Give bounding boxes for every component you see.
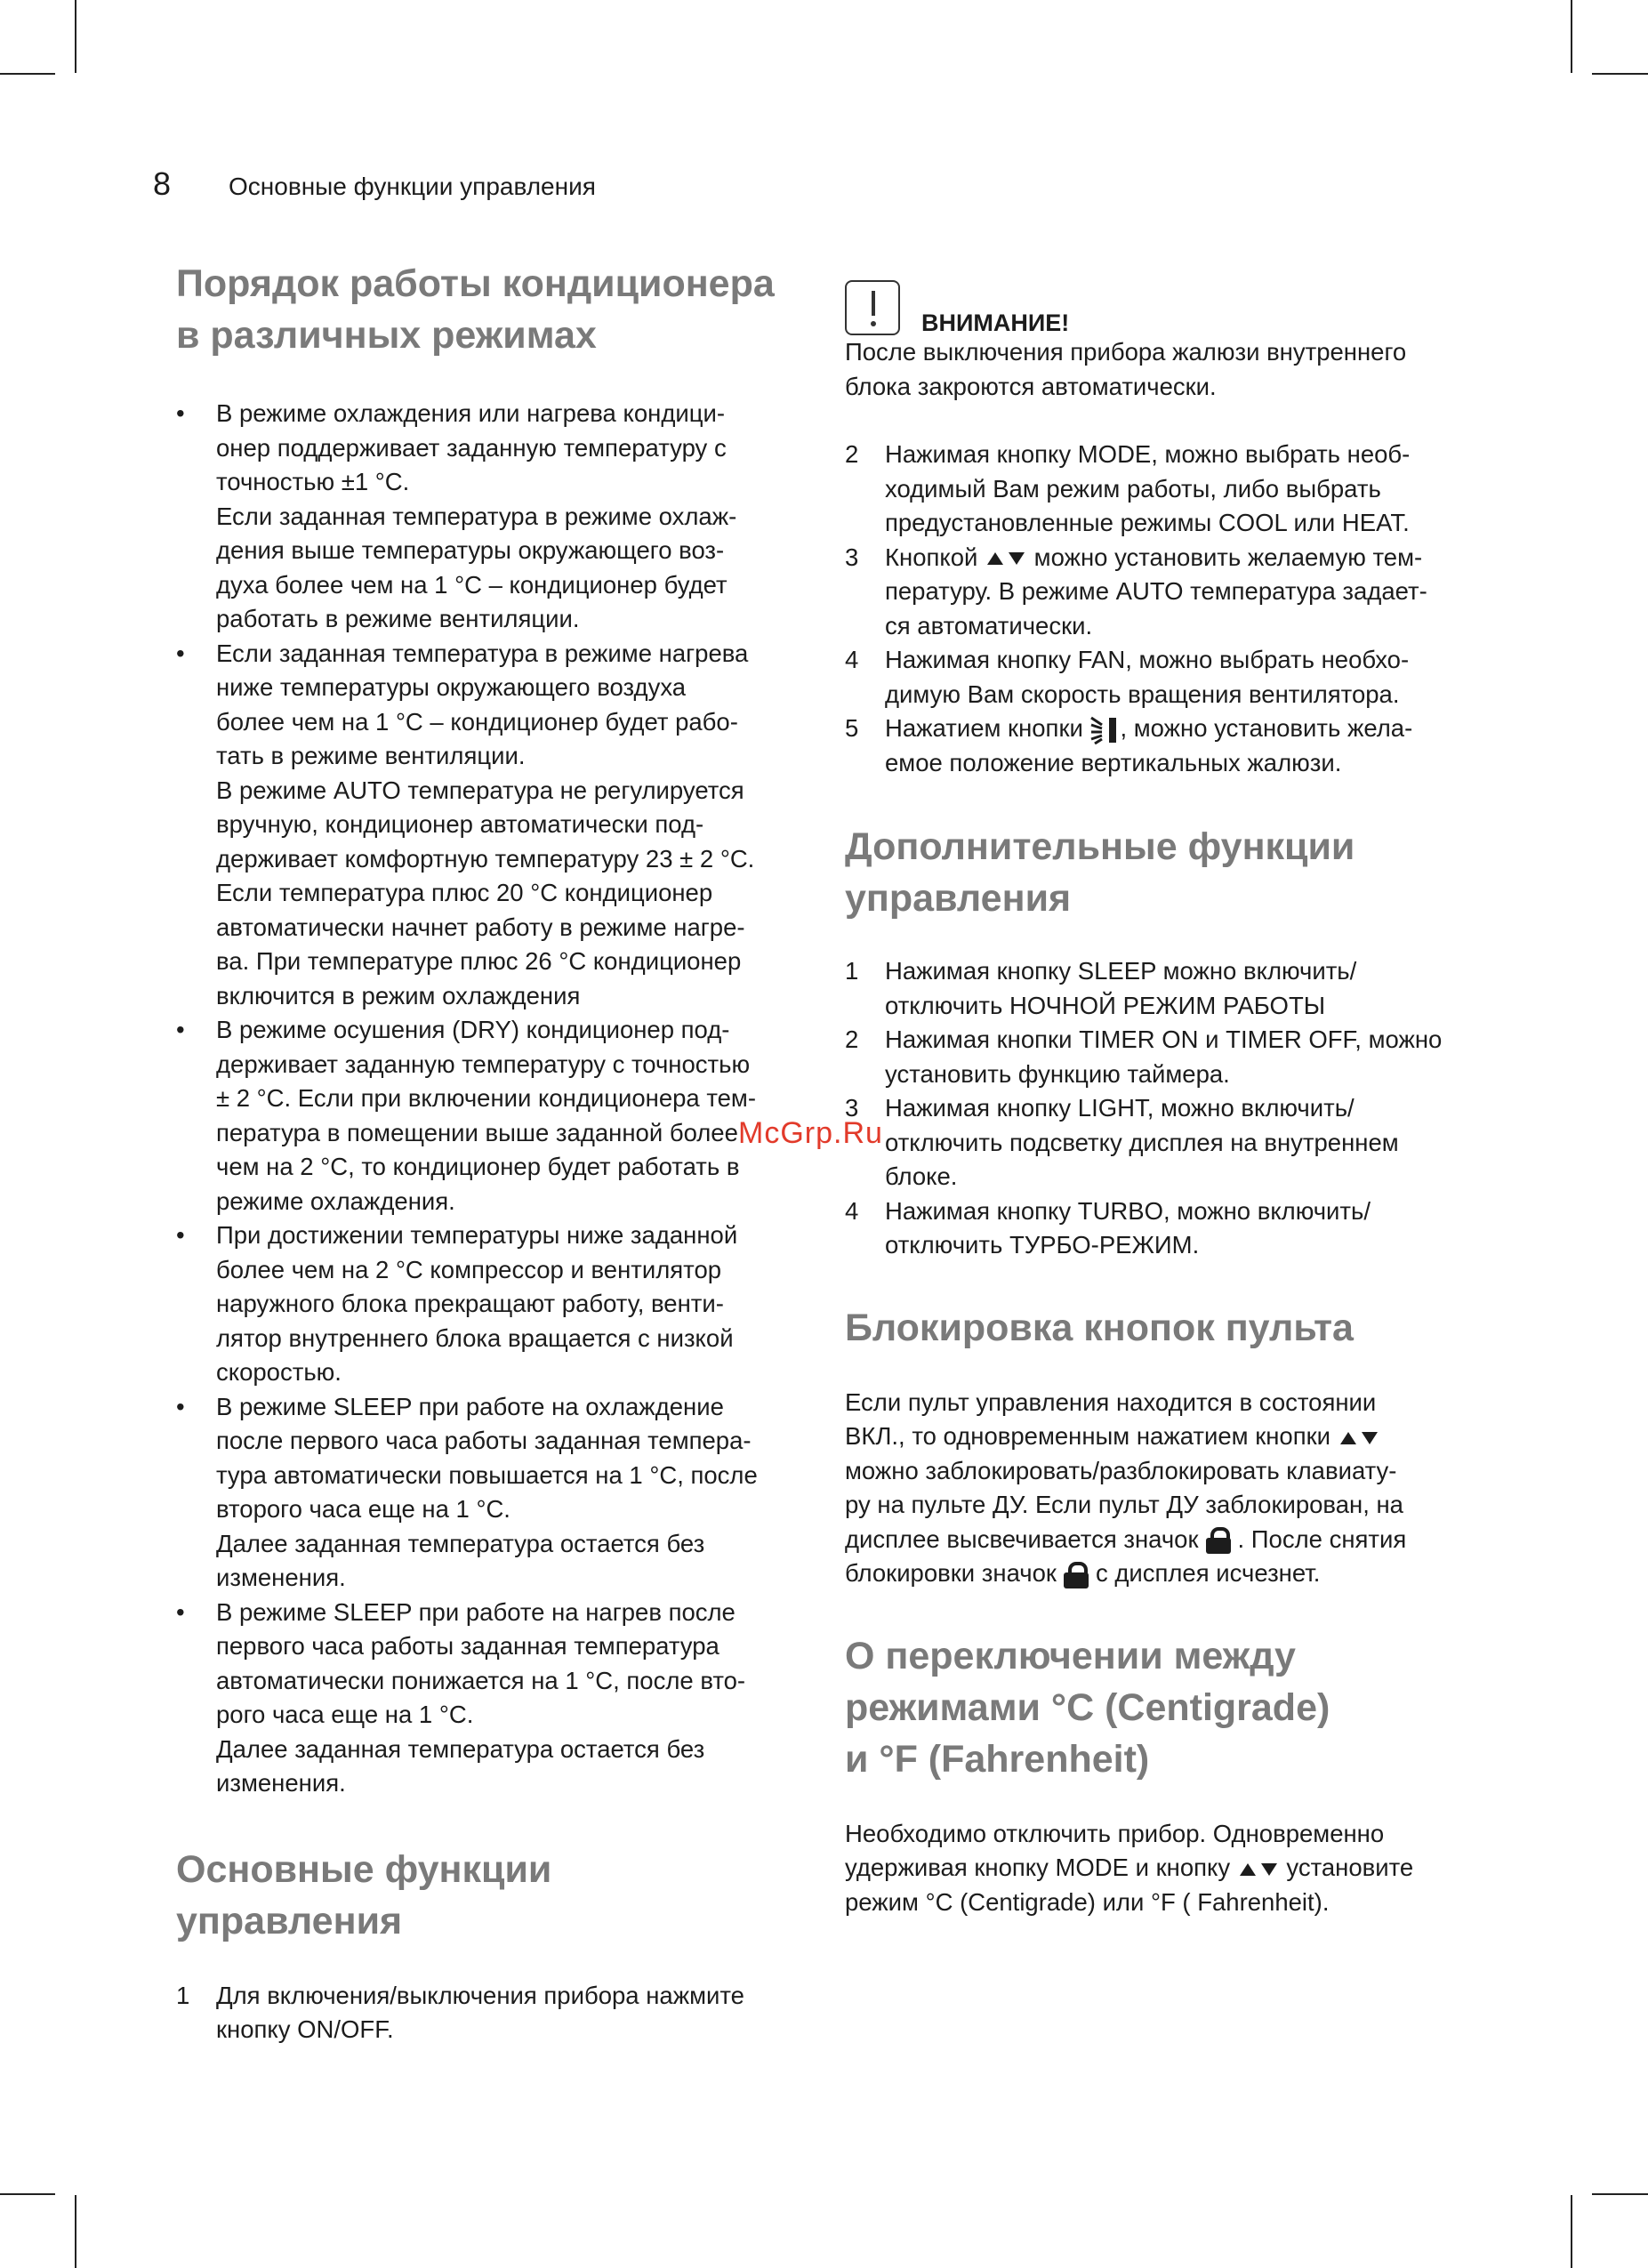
crop-mark [1592,2193,1648,2195]
list-item [176,397,809,637]
item-number: 1 [176,1981,190,2009]
list-item [176,1390,809,1596]
watermark: McGrp.Ru [738,1116,883,1150]
bullet-marker: • [176,639,185,667]
item-text: Нажимая кнопки TIMER ON и TIMER OFF, можно установить функцию таймера. [885,1025,1443,1088]
units-text [845,1817,1478,1920]
arrow-up-icon [1240,1863,1256,1876]
bullet-text: В режиме SLEEP при работе на охлаждение после первого часа работы заданная темпера- тура автоматически повышается на 1 °C, после второго часа еще на 1 °C. Далее заданная температура остается без изменения. [216,1392,758,1591]
text-part: установите режим °C (Centigrade) или °F ( Fahrenheit). [845,1854,1414,1916]
item-text: Нажимая кнопку TURBO, можно включить/ отключить ТУРБО-РЕЖИМ. [885,1196,1371,1259]
item-text: Для включения/выключения прибора нажмите кнопку ON/OFF. [216,1981,744,2043]
bullet-marker: • [176,399,185,427]
crop-mark [1571,0,1572,73]
arrow-down-icon [1261,1863,1277,1876]
list-item [176,1013,809,1218]
item-text [885,712,1478,780]
list-item [176,1596,809,1801]
item-text: Нажимая кнопку LIGHT, можно включить/ отключить подсветку дисплея на внутреннем блоке. [885,1094,1399,1190]
crop-mark [75,2195,76,2268]
modes-bullet-list [176,397,809,1801]
bullet-text: В режиме осушения (DRY) кондиционер под- держивает заданную температуру с точностью ± 2 °C. Если при включении кондиционера тем- пература в помещении выше заданной более чем на 2 °C, то кондиционер будет работать в режиме охлаждения. [216,1016,757,1215]
bullet-marker: • [176,1392,185,1420]
running-title: Основные функции управления [229,173,596,200]
list-item [845,1023,1478,1091]
arrow-down-icon [1009,552,1025,565]
item-text-part: Нажатием кнопки [885,714,1083,742]
list-item [845,438,1478,541]
exclamation-icon [845,280,900,335]
bullet-marker: • [176,1221,185,1249]
bullet-text: В режиме охлаждения или нагрева кондици- онер поддерживает заданную температуру с точностью ±1 °C. Если заданная температура в режиме охлаж- дения выше температуры окружающего воз- духа более чем на 1 °C – кондиционер будет работать в режиме вентиляции. [216,399,737,632]
bullet-text: Если заданная температура в режиме нагрева ниже температуры окружающего воздуха более чем на 1 °C – кондиционер будет рабо- тать в режиме вентиляции. В режиме AUTO температура не регулируется вручную, кондиционер автоматически под- держивает комфортную температуру 23 ± 2 °C. Если температура плюс 20 °C кондиционер автоматически начнет работу в режиме нагре- ва. При температуре плюс 26 °C кондиционер включится в режим охлаждения [216,639,755,1009]
crop-mark [1592,73,1648,75]
section-heading-units: О переключении между режимами °C (Centigrade) и °F (Fahrenheit) [845,1634,1330,1781]
right-column [845,280,1478,1919]
steps-list [845,438,1478,780]
section-heading-modes: Порядок работы кондиционера в различных режимах [176,262,775,357]
lock-icon [1064,1562,1089,1588]
text-part: Необходимо отключить прибор. Одновременно удерживая кнопку MODE и кнопку [845,1819,1385,1881]
list-item [176,1218,809,1390]
item-number: 2 [845,440,859,468]
item-number: 2 [845,1025,859,1053]
item-text-part: Кнопкой [885,543,978,571]
bullet-marker: • [176,1016,185,1043]
item-number: 3 [845,543,859,571]
arrow-down-icon [1362,1432,1378,1444]
section-heading-extra-functions: Дополнительные функции управления [845,825,1355,920]
crop-mark [1571,2195,1572,2268]
lock-icon [1206,1527,1231,1554]
text-part: Если пульт управления находится в состоянии ВКЛ., то одновременным нажатием кнопки [845,1387,1377,1450]
bullet-text: В режиме SLEEP при работе на нагрев после первого часа работы заданная температура автоматически понижается на 1 °C, после вто- рого часа еще на 1 °C. Далее заданная температура остается без изменения. [216,1597,746,1797]
item-number: 3 [845,1094,859,1122]
item-text: Нажимая кнопку FAN, можно выбрать необхо- димую Вам скорость вращения вентилятора. [885,646,1410,708]
item-text-part: можно установить желаемую тем- пературу. В режиме AUTO температура задает- ся автоматически. [885,543,1427,639]
item-number: 1 [845,957,859,985]
list-item [176,637,809,1014]
key-lock-text [845,1386,1478,1591]
arrow-up-icon [1340,1432,1356,1444]
section-heading-basic-functions: Основные функции управления [176,1847,552,1942]
list-item [845,643,1478,712]
text-part: . После снятия блокировки значок [845,1524,1407,1587]
list-item [845,1194,1478,1263]
list-item [845,954,1478,1023]
text-part: с дисплея исчезнет. [1095,1559,1321,1587]
extra-list [845,954,1478,1263]
bullet-marker: • [176,1597,185,1626]
bullet-text: При достижении температуры ниже заданной более чем на 2 °C компрессор и вентилятор наружного блока прекращают работу, венти- лятор внутреннего блока вращается с низкой скоростью. [216,1221,738,1386]
item-text: Нажимая кнопку SLEEP можно включить/ отключить НОЧНОЙ РЕЖИМ РАБОТЫ [885,957,1357,1019]
warning-text: После выключения прибора жалюзи внутреннего блока закроются автоматически. [845,338,1407,400]
left-column [176,258,809,2047]
crop-mark [0,73,55,75]
item-number: 4 [845,646,859,673]
page-number: 8 [153,165,172,202]
item-number: 5 [845,714,859,742]
list-item [845,712,1478,780]
text-part: можно заблокировать/разблокировать клавиату- ру на пульте ДУ. Если пульт ДУ заблокирован, на дисплее высвечивается значок [845,1456,1403,1553]
item-text [885,541,1478,644]
list-item [845,1091,1478,1194]
arrow-up-icon [987,552,1003,565]
item-number: 4 [845,1196,859,1225]
list-item [845,541,1478,644]
warning-title: ВНИМАНИЕ! [921,310,1070,336]
warning-header [845,280,1478,335]
swing-icon [1089,716,1120,744]
crop-mark [75,0,76,73]
crop-mark [0,2193,55,2195]
item-text: Нажимая кнопку MODE, можно выбрать необ- ходимый Вам режим работы, либо выбрать предустановленные режимы COOL или HEAT. [885,440,1411,536]
item-text-part: , можно установить жела- емое положение вертикальных жалюзи. [885,714,1413,776]
list-item [176,1979,809,2047]
section-heading-key-lock: Блокировка кнопок пульта [845,1306,1354,1349]
